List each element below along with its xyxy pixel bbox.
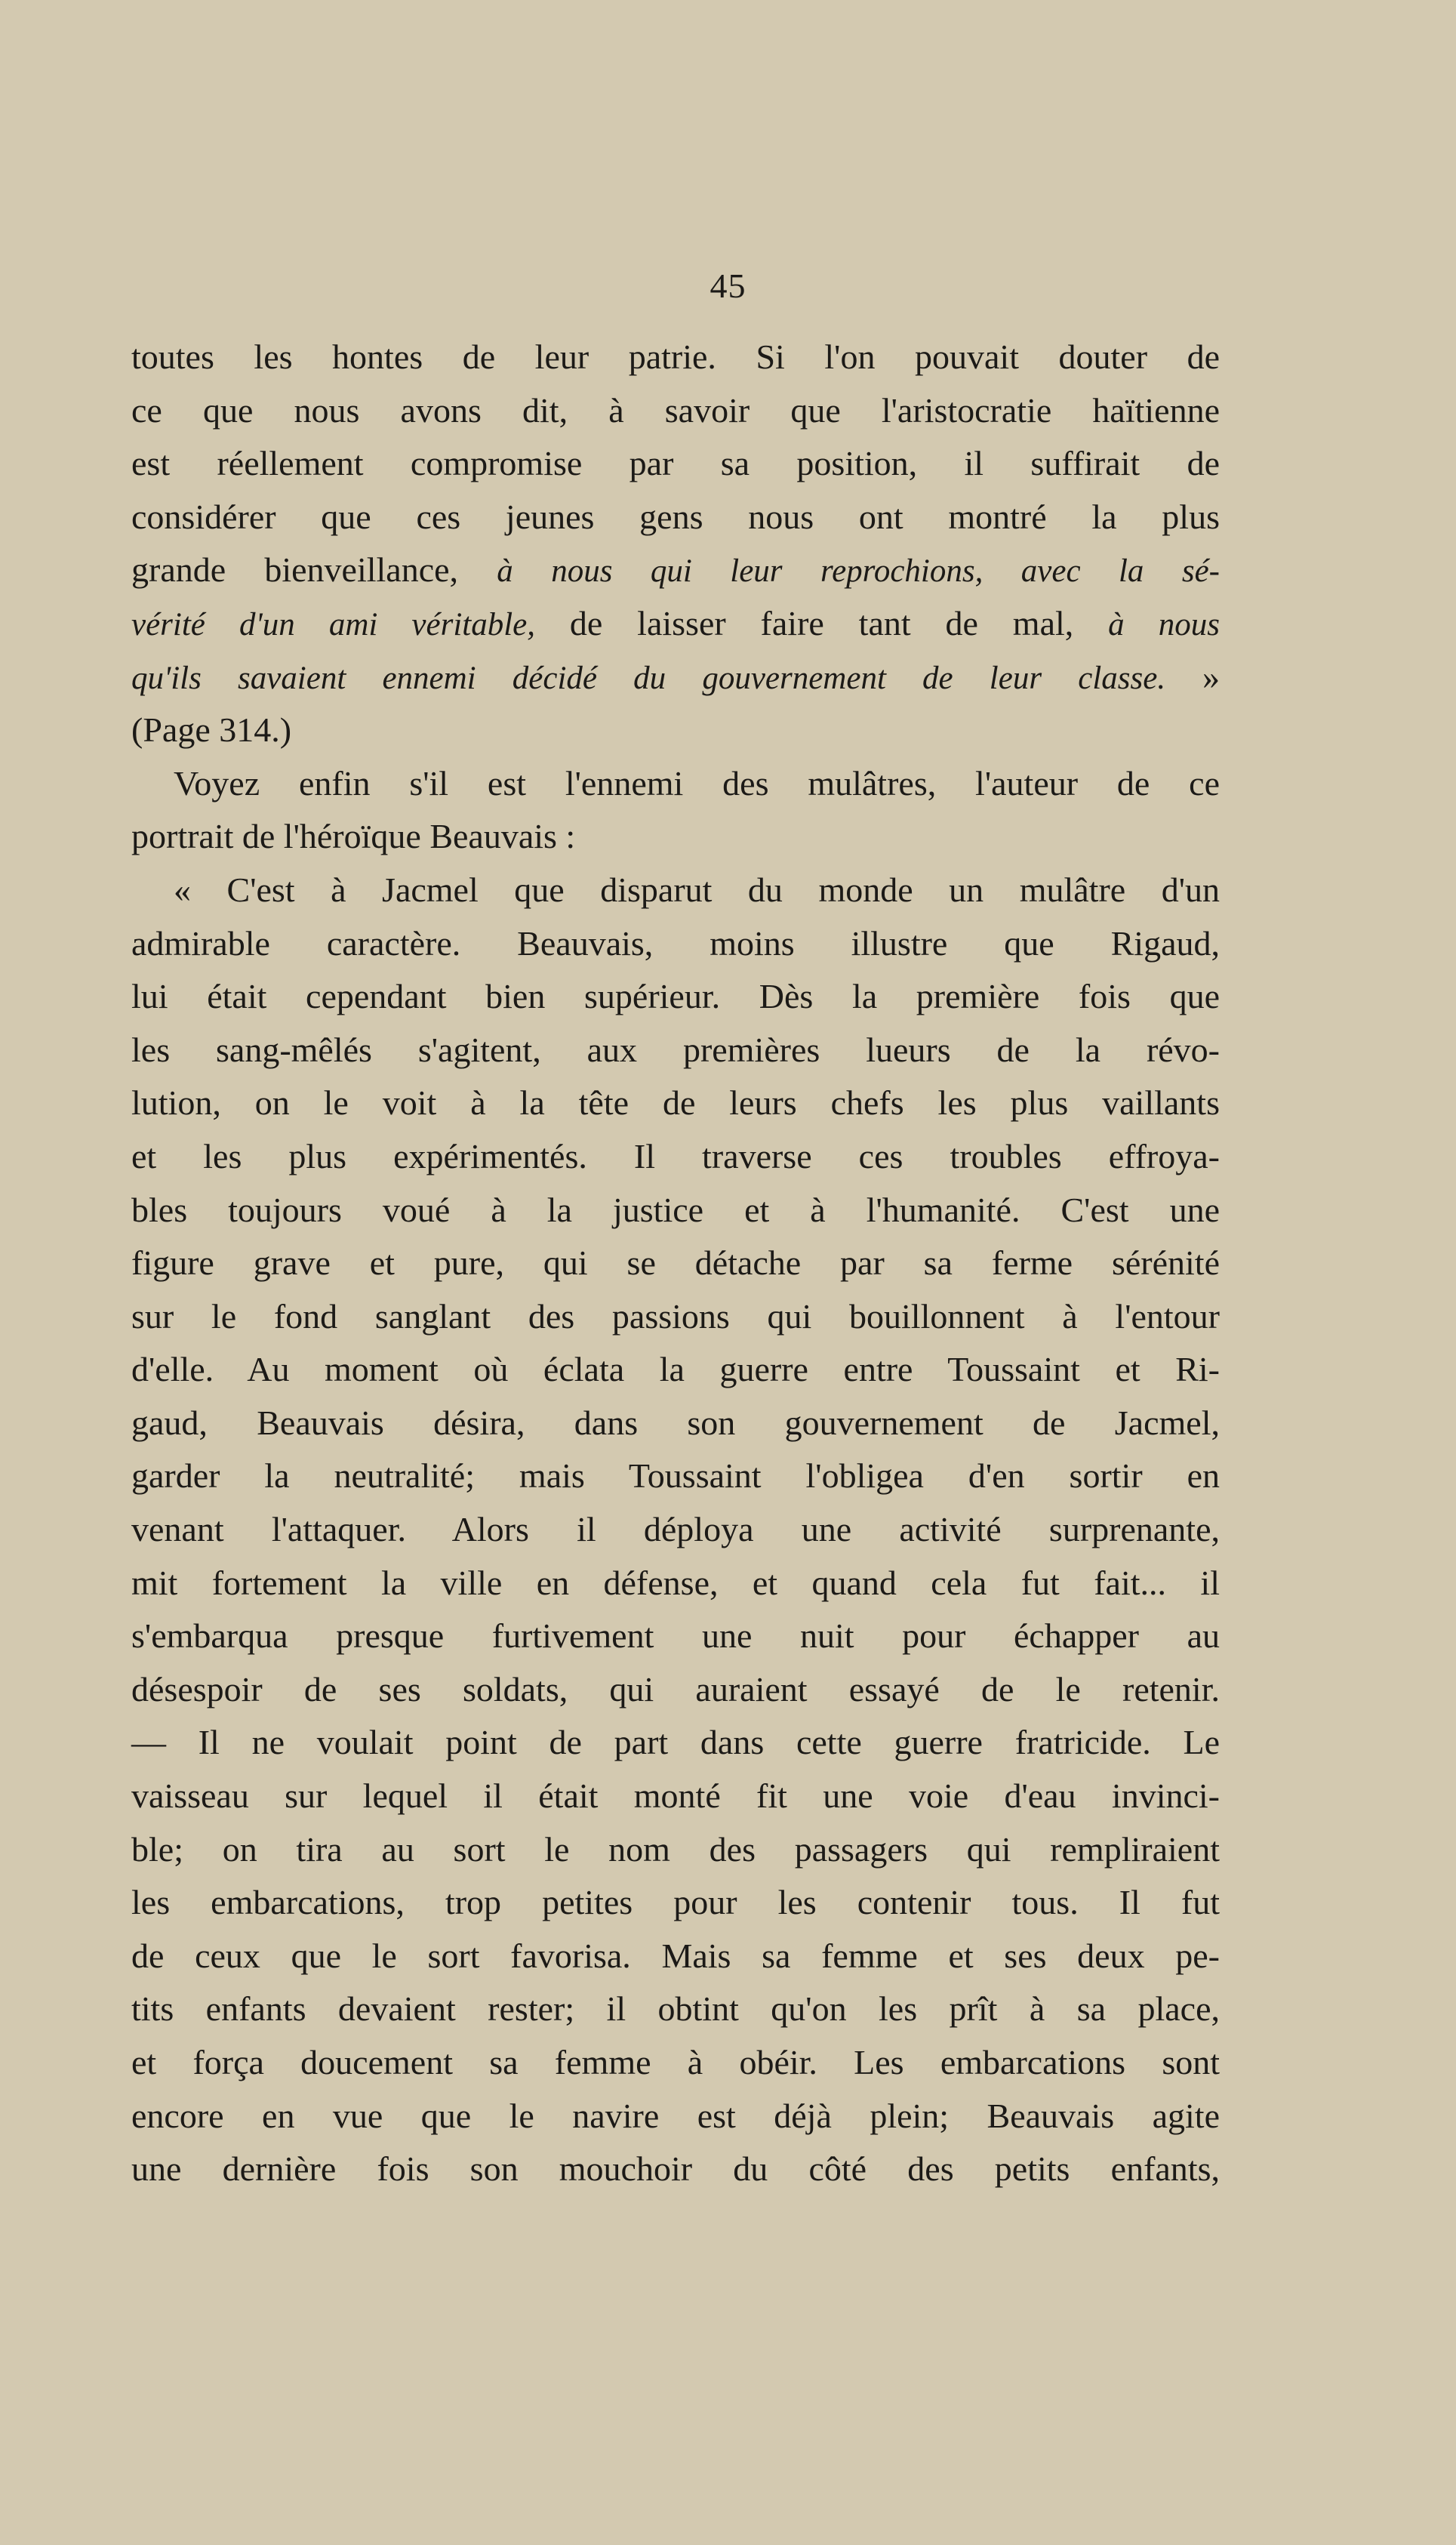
text-segment: toutes les hontes de leur patrie. Si l'on pouvait douter de bbox=[131, 337, 1220, 376]
italic-text: vérité d'un ami véritable, bbox=[131, 606, 536, 642]
text-line bbox=[131, 1610, 1220, 1663]
text-segment: et força doucement sa femme à obéir. Les embarcations sont bbox=[131, 2043, 1220, 2081]
text-line bbox=[131, 1557, 1220, 1610]
text-line bbox=[131, 1024, 1220, 1077]
body-text bbox=[131, 331, 1220, 2196]
text-segment: de laisser faire tant de mal, bbox=[535, 603, 1109, 642]
text-line bbox=[131, 651, 1220, 704]
text-line bbox=[131, 1237, 1220, 1290]
text-line bbox=[131, 597, 1220, 651]
text-line bbox=[131, 544, 1220, 597]
page-number: 45 bbox=[710, 267, 746, 305]
text-line bbox=[131, 1397, 1220, 1450]
text-line bbox=[131, 2143, 1220, 2196]
text-segment: tits enfants devaient rester; il obtint qu'on les prît à sa place, bbox=[131, 1989, 1220, 2029]
text-segment: admirable caractère. Beauvais, moins illustre que Rigaud, bbox=[131, 923, 1220, 963]
text-line bbox=[131, 810, 1220, 864]
text-line bbox=[131, 2090, 1220, 2143]
text-segment: vaisseau sur lequel il était monté fit une voie d'eau invinci- bbox=[131, 1776, 1220, 1816]
text-segment: de ceux que le sort favorisa. Mais sa femme et ses deux pe- bbox=[131, 1936, 1220, 1975]
text-line bbox=[131, 1983, 1220, 2036]
text-segment: est réellement compromise par sa position, il suffirait de bbox=[131, 444, 1220, 483]
text-segment: (Page 314.) bbox=[131, 710, 292, 750]
text-segment: une dernière fois son mouchoir du côté des petits enfants, bbox=[131, 2149, 1220, 2189]
text-line bbox=[131, 1130, 1220, 1184]
text-line bbox=[131, 1716, 1220, 1770]
text-segment: d'elle. Au moment où éclata la guerre entre Toussaint et Ri- bbox=[131, 1350, 1220, 1389]
text-segment: garder la neutralité; mais Toussaint l'obligea d'en sortir en bbox=[131, 1456, 1220, 1496]
text-line bbox=[131, 1077, 1220, 1130]
text-segment: mit fortement la ville en défense, et quand cela fut fait... il bbox=[131, 1563, 1220, 1602]
text-segment: venant l'attaquer. Alors il déploya une activité surprenante, bbox=[131, 1510, 1220, 1549]
text-line bbox=[131, 2036, 1220, 2090]
text-segment: grande bienveillance, bbox=[131, 550, 497, 590]
text-segment: bles toujours voué à la justice et à l'humanité. C'est une bbox=[131, 1190, 1220, 1229]
text-segment: désespoir de ses soldats, qui auraient essayé de le retenir. bbox=[131, 1669, 1220, 1708]
text-line bbox=[131, 491, 1220, 544]
text-segment: sur le fond sanglant des passions qui bouillonnent à l'entour bbox=[131, 1296, 1220, 1336]
text-segment: et les plus expérimentés. Il traverse ces troubles effroya- bbox=[131, 1136, 1220, 1175]
italic-text: à nous bbox=[1108, 606, 1220, 642]
text-segment: Voyez enfin s'il est l'ennemi des mulâtres, l'auteur de ce bbox=[174, 763, 1220, 803]
text-segment: » bbox=[1165, 657, 1220, 696]
italic-text: à nous qui leur reprochions, avec la sé- bbox=[497, 553, 1221, 590]
text-line bbox=[131, 970, 1220, 1024]
text-segment: considérer que ces jeunes gens nous ont montré la plus bbox=[131, 497, 1220, 536]
text-segment: « C'est à Jacmel que disparut du monde un mulâtre d'un bbox=[174, 870, 1220, 909]
text-segment: figure grave et pure, qui se détache par sa ferme sérénité bbox=[131, 1243, 1220, 1283]
text-segment: lution, on le voit à la tête de leurs chefs les plus vaillants bbox=[131, 1083, 1220, 1123]
text-line bbox=[131, 864, 1220, 917]
text-line bbox=[131, 704, 1220, 757]
text-line bbox=[131, 1503, 1220, 1557]
text-line bbox=[131, 757, 1220, 811]
text-segment: portrait de l'héroïque Beauvais : bbox=[131, 817, 576, 856]
text-segment: les sang-mêlés s'agitent, aux premières lueurs de la révo- bbox=[131, 1030, 1220, 1069]
text-line bbox=[131, 1823, 1220, 1877]
italic-text: qu'ils savaient ennemi décidé du gouvernement de leur classe. bbox=[131, 660, 1166, 696]
text-line bbox=[131, 384, 1220, 438]
text-segment: les embarcations, trop petites pour les contenir tous. Il fut bbox=[131, 1883, 1220, 1922]
text-line bbox=[131, 1184, 1220, 1237]
text-line bbox=[131, 1770, 1220, 1823]
text-line bbox=[131, 1876, 1220, 1930]
text-line bbox=[131, 437, 1220, 491]
text-line bbox=[131, 1930, 1220, 1983]
text-segment: ce que nous avons dit, à savoir que l'aristocratie haïtienne bbox=[131, 390, 1220, 430]
text-segment: — Il ne voulait point de part dans cette guerre fratricide. Le bbox=[131, 1723, 1220, 1762]
text-line bbox=[131, 1290, 1220, 1344]
text-line bbox=[131, 1450, 1220, 1503]
text-segment: s'embarqua presque furtivement une nuit pour échapper au bbox=[131, 1616, 1220, 1656]
text-segment: ble; on tira au sort le nom des passagers qui rempliraient bbox=[131, 1829, 1220, 1869]
text-line bbox=[131, 1343, 1220, 1397]
text-line bbox=[131, 331, 1220, 384]
text-segment: lui était cependant bien supérieur. Dès la première fois que bbox=[131, 977, 1220, 1016]
text-segment: encore en vue que le navire est déjà plein; Beauvais agite bbox=[131, 2096, 1220, 2135]
text-segment: gaud, Beauvais désira, dans son gouvernement de Jacmel, bbox=[131, 1403, 1220, 1442]
text-line bbox=[131, 1663, 1220, 1717]
text-line bbox=[131, 917, 1220, 971]
